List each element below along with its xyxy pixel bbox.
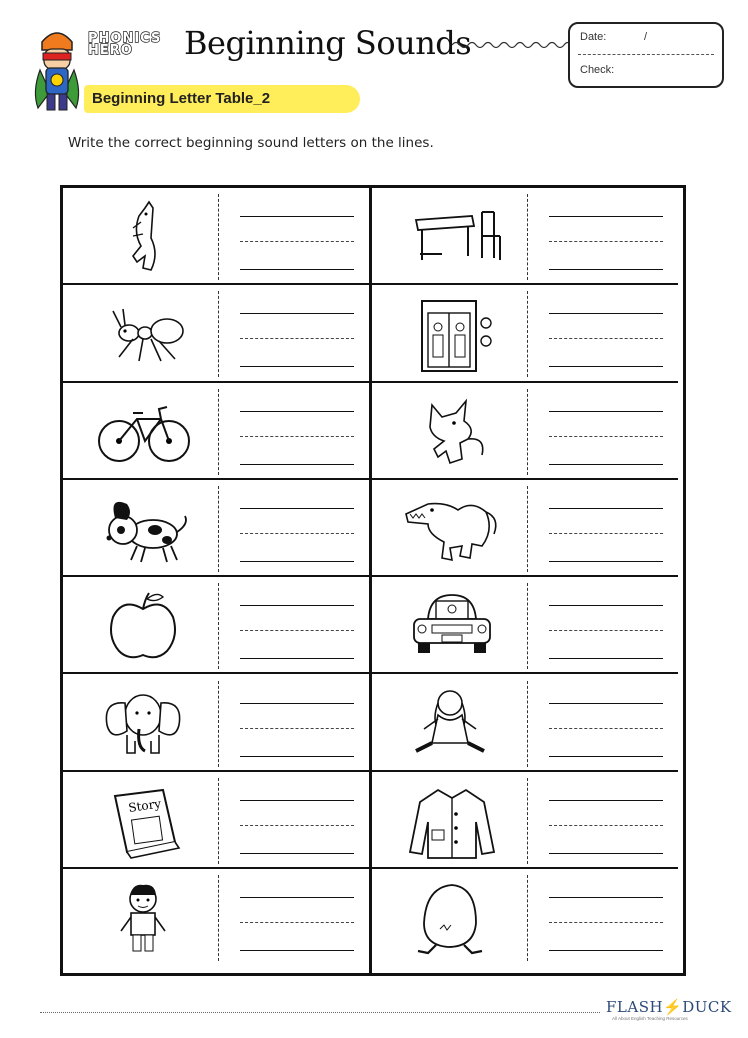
table-cell-right <box>372 383 678 480</box>
table-cell-left <box>63 285 369 382</box>
instruction-text: Write the correct beginning sound letters on the lines. <box>68 135 434 151</box>
desk-and-chair-icon <box>402 198 502 276</box>
alligator-icon <box>93 198 193 276</box>
writing-line-midline <box>549 825 663 826</box>
boy-icon <box>93 879 193 957</box>
writing-line-top <box>549 605 663 606</box>
table-cell-left <box>63 772 369 869</box>
cell-divider <box>527 778 528 864</box>
writing-line-midline <box>549 338 663 339</box>
writing-line-top <box>240 703 354 704</box>
worksheet-table <box>60 185 686 976</box>
lightning-bolt-icon: ⚡ <box>663 998 683 1016</box>
table-cell-right <box>372 480 678 577</box>
writing-line-top <box>549 703 663 704</box>
writing-line-midline <box>240 922 354 923</box>
bicycle-icon <box>93 393 193 471</box>
writing-line-midline <box>240 436 354 437</box>
crocodile-icon <box>402 490 502 568</box>
writing-line-midline <box>549 922 663 923</box>
writing-line-top <box>240 605 354 606</box>
writing-line-baseline[interactable] <box>549 561 663 562</box>
cell-divider <box>527 389 528 475</box>
table-cell-left <box>63 383 369 480</box>
logo-text-2: DUCK <box>682 998 732 1016</box>
date-separator: / <box>644 31 648 43</box>
cell-divider <box>218 583 219 669</box>
cell-divider <box>218 778 219 864</box>
cell-divider <box>527 875 528 961</box>
date-divider <box>578 54 714 55</box>
check-label: Check: <box>580 64 615 76</box>
writing-line-baseline[interactable] <box>549 853 663 854</box>
writing-line-baseline[interactable] <box>549 756 663 757</box>
flashduck-logo <box>606 998 732 1016</box>
table-cell-left <box>63 480 369 577</box>
writing-line-top <box>240 313 354 314</box>
ant-icon <box>93 295 193 373</box>
writing-line-top <box>240 897 354 898</box>
elephant-icon <box>93 685 193 763</box>
cell-divider <box>218 389 219 475</box>
writing-line-midline <box>240 241 354 242</box>
cell-divider <box>218 291 219 377</box>
writing-line-baseline[interactable] <box>240 756 354 757</box>
writing-line-midline <box>240 728 354 729</box>
doll-icon <box>402 685 502 763</box>
table-cell-right <box>372 285 678 382</box>
writing-line-baseline[interactable] <box>549 269 663 270</box>
writing-line-top <box>240 411 354 412</box>
writing-line-baseline[interactable] <box>240 366 354 367</box>
cell-divider <box>218 875 219 961</box>
writing-line-midline <box>240 338 354 339</box>
table-cell-left <box>63 188 369 285</box>
logo-tagline: All About English Teaching Resources <box>612 1016 688 1021</box>
writing-line-top <box>549 216 663 217</box>
table-cell-right <box>372 188 678 285</box>
taxi-icon <box>402 587 502 665</box>
dog-icon <box>93 490 193 568</box>
brand-logo <box>88 33 161 57</box>
writing-line-top <box>549 411 663 412</box>
decorative-squiggle <box>452 38 570 52</box>
writing-line-baseline[interactable] <box>549 464 663 465</box>
writing-line-midline <box>240 630 354 631</box>
table-cell-right <box>372 869 678 966</box>
table-cell-right <box>372 675 678 772</box>
date-label: Date: <box>580 31 607 43</box>
cell-divider <box>527 291 528 377</box>
cell-divider <box>218 194 219 280</box>
cell-divider <box>527 486 528 572</box>
writing-line-midline <box>240 533 354 534</box>
writing-line-baseline[interactable] <box>240 853 354 854</box>
writing-line-midline <box>549 241 663 242</box>
writing-line-midline <box>549 533 663 534</box>
worksheet-subtitle: Beginning Letter Table_2 <box>92 90 271 107</box>
writing-line-baseline[interactable] <box>240 561 354 562</box>
storybook-icon <box>93 782 193 860</box>
writing-line-midline <box>549 630 663 631</box>
writing-line-baseline[interactable] <box>549 658 663 659</box>
writing-line-baseline[interactable] <box>240 464 354 465</box>
page-title: Beginning Sounds <box>184 24 472 62</box>
cell-divider <box>218 681 219 767</box>
table-cell-right <box>372 577 678 674</box>
footer-divider <box>40 1012 600 1013</box>
superhero-mascot-icon <box>28 22 86 114</box>
writing-line-midline <box>240 825 354 826</box>
brand-line2: HERO <box>88 43 133 58</box>
brand-line1: PHONICS <box>88 31 162 46</box>
table-cell-left <box>63 869 369 966</box>
writing-line-top <box>240 508 354 509</box>
table-cell-left <box>63 675 369 772</box>
apple-icon <box>93 587 193 665</box>
writing-line-top <box>240 800 354 801</box>
writing-line-baseline[interactable] <box>240 950 354 951</box>
writing-line-baseline[interactable] <box>549 950 663 951</box>
egg-icon <box>402 879 502 957</box>
writing-line-top <box>549 313 663 314</box>
coat-icon <box>402 782 502 860</box>
writing-line-baseline[interactable] <box>240 269 354 270</box>
writing-line-top <box>549 800 663 801</box>
table-cell-left <box>63 577 369 674</box>
writing-line-top <box>240 216 354 217</box>
writing-line-top <box>549 897 663 898</box>
writing-line-top <box>549 508 663 509</box>
cell-divider <box>527 583 528 669</box>
svg-text:Story: Story <box>127 796 162 815</box>
logo-text-1: FLASH <box>606 998 664 1016</box>
elevator-icon <box>402 295 502 373</box>
cell-divider <box>527 194 528 280</box>
fox-icon <box>402 393 502 471</box>
writing-line-baseline[interactable] <box>240 658 354 659</box>
date-check-box <box>568 22 724 88</box>
cell-divider <box>527 681 528 767</box>
writing-line-midline <box>549 436 663 437</box>
table-cell-right <box>372 772 678 869</box>
writing-line-midline <box>549 728 663 729</box>
cell-divider <box>218 486 219 572</box>
writing-line-baseline[interactable] <box>549 366 663 367</box>
